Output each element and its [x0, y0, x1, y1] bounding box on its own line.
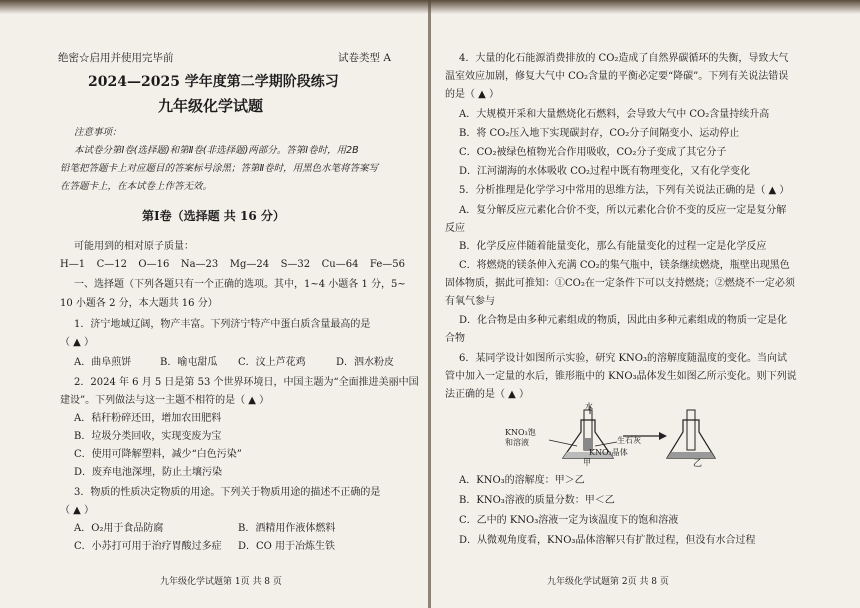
q4-option-b: B．将 CO₂压入地下实现碳封存，CO₂分子间隔变小、运动停止	[459, 128, 740, 139]
q1-stem: 1．济宁地域辽阔，物产丰富。下列济宁特产中蛋白质含量最高的是	[74, 319, 371, 330]
q4-option-d: D．江河湖海的水体吸收 CO₂过程中既有物理变化，又有化学变化	[459, 166, 751, 177]
atomic-mass: Cu—64	[321, 259, 359, 270]
q3-option-a: A．O₂用于食品防腐	[74, 523, 164, 534]
q2-stem: 建设”。下列做法与这一主题不相符的是（ ▲ ）	[60, 395, 270, 406]
q5-option-d: 合物	[445, 333, 465, 344]
q2-option-c: C．使用可降解塑料，减少“白色污染”	[74, 449, 242, 460]
paper-type-label: 试卷类型 A	[338, 52, 391, 64]
atomic-mass: Na—23	[180, 259, 219, 270]
label-jia: 甲	[583, 458, 591, 467]
atomic-mass-label: 可能用到的相对原子质量：	[74, 241, 194, 252]
q1-option-c: C．汶上芦花鸡	[238, 357, 306, 368]
q6-option-d: D．从微观角度看，KNO₃晶体溶解只有扩散过程，但没有水合过程	[459, 535, 756, 546]
q6-stem: 管中加入一定量的水后，锥形瓶中的 KNO₃晶体发生如图乙所示变化。则下列说	[445, 371, 797, 382]
scan-shadow	[0, 0, 860, 14]
notice-heading: 注意事项：	[74, 127, 122, 138]
q3-option-b: B．酒精用作液体燃料	[238, 523, 336, 534]
notice-line: 铅笔把答题卡上对应题目的答案标号涂黑；答第Ⅱ卷时，用黑色水笔将答案写	[60, 163, 379, 174]
q5-option-a: 反应	[445, 223, 465, 234]
q5-option-c: 固体物质，据此可推知：①CO₂在一定条件下可以支持燃烧；②燃烧不一定必须	[445, 278, 795, 289]
exam-subtitle: 九年级化学试题	[158, 97, 264, 115]
q3-option-d: D．CO 用于冶炼生铁	[238, 541, 336, 552]
notice-line: 本试卷分第Ⅰ卷(选择题)和第Ⅱ卷(非选择题)两部分。答第Ⅰ卷时，用2B	[74, 145, 359, 156]
section-title: 第Ⅰ卷（选择题 共 16 分）	[142, 209, 285, 223]
exam-title: 2024—2025 学年度第二学期阶段练习	[88, 74, 339, 90]
q3-option-c: C．小苏打可用于治疗胃酸过多症	[74, 541, 222, 552]
q4-option-c: C．CO₂被绿色植物光合作用吸收，CO₂分子变成了其它分子	[459, 147, 727, 158]
q1-option-a: A．曲阜煎饼	[74, 357, 132, 368]
secret-label: 绝密☆启用并使用完毕前	[58, 52, 174, 64]
q6-option-a: A．KNO₃的溶解度：甲＞乙	[459, 475, 585, 486]
q4-stem: 温室效应加剧，修复大气中 CO₂含量的平衡必定要“降碳”。下列有关说法错误	[445, 71, 789, 82]
q1-option-d: D．泗水粉皮	[336, 357, 395, 368]
label-yi: 乙	[693, 459, 703, 469]
q6-stem: 6．某同学设计如图所示实验，研究 KNO₃的溶解度随温度的变化。当向试	[459, 353, 787, 364]
q4-stem: 的是（ ▲ ）	[445, 89, 500, 100]
part1-instructions: 10 小题各 2 分，本大题共 16 分）	[60, 298, 218, 309]
q5-option-c: 有氧气参与	[445, 296, 495, 307]
part1-instructions: 一、选择题（下列各题只有一个正确的选项。其中，1~4 小题各 1 分，5~	[74, 279, 406, 290]
q6-stem: 法正确的是（ ▲ ）	[445, 389, 530, 400]
q6-option-b: B．KNO₃溶液的质量分数：甲＜乙	[459, 495, 615, 506]
q2-option-a: A．秸秆粉碎还田，增加农田肥料	[74, 413, 222, 424]
atomic-mass: Mg—24	[229, 259, 270, 270]
atomic-mass-list	[60, 258, 405, 271]
label-solution: 和溶液	[505, 438, 529, 447]
label-crystal: KNO₃晶体	[589, 448, 628, 457]
q4-stem: 4．大量的化石能源消费排放的 CO₂造成了自然界碳循环的失衡，导致大气	[459, 53, 789, 64]
atomic-mass: C—12	[96, 259, 127, 270]
notice-line: 在答题卡上，在本试卷上作答无效。	[60, 181, 213, 192]
q2-option-b: B．垃圾分类回收，实现变废为宝	[74, 431, 222, 442]
q3-stem: （ ▲ ）	[60, 505, 95, 516]
q5-option-a: A．复分解反应元素化合价不变，所以元素化合价不变的反应一定是复分解	[459, 205, 787, 216]
atomic-mass: H—1	[60, 259, 86, 270]
label-solution: KNO₃饱	[505, 428, 536, 437]
q2-option-d: D．废弃电池深埋，防止土壤污染	[74, 467, 223, 478]
page-1	[0, 0, 428, 608]
q5-option-b: B．化学反应伴随着能量变化，那么有能量变化的过程一定是化学反应	[459, 241, 767, 252]
page-footer: 九年级化学试题第 2页 共 8 页	[547, 577, 669, 587]
page-footer: 九年级化学试题第 1页 共 8 页	[160, 577, 282, 587]
q5-stem: 5．分析推理是化学学习中常用的思维方法，下列有关说法正确的是（ ▲ ）	[459, 185, 790, 196]
page-2	[431, 0, 860, 608]
q2-stem: 2．2024 年 6 月 5 日是第 53 个世界环境日，中国主题为“全面推进美丽中国	[74, 377, 419, 388]
flask-yi	[667, 410, 715, 458]
atomic-mass: O—16	[138, 259, 170, 270]
atomic-mass: Fe—56	[369, 259, 405, 270]
atomic-mass: S—32	[280, 259, 311, 270]
q6-option-c: C．乙中的 KNO₃溶液一定为该温度下的饱和溶液	[459, 515, 679, 526]
q1-option-b: B．喻屯甜瓜	[160, 357, 218, 368]
label-water: 水	[585, 402, 593, 411]
q1-stem: （ ▲ ）	[60, 337, 95, 348]
label-lime: 生石灰	[617, 436, 641, 445]
q5-option-d: D．化合物是由多种元素组成的物质，因此由多种元素组成的物质一定是化	[459, 315, 788, 326]
q5-option-c: C．将燃烧的镁条伸入充满 CO₂的集气瓶中，镁条继续燃烧，瓶壁出现黑色	[459, 260, 790, 271]
q3-stem: 3．物质的性质决定物质的用途。下列关于物质用途的描述不正确的是	[74, 487, 381, 498]
q4-option-a: A．大规模开采和大量燃烧化石燃料，会导致大气中 CO₂含量持续升高	[459, 109, 770, 120]
